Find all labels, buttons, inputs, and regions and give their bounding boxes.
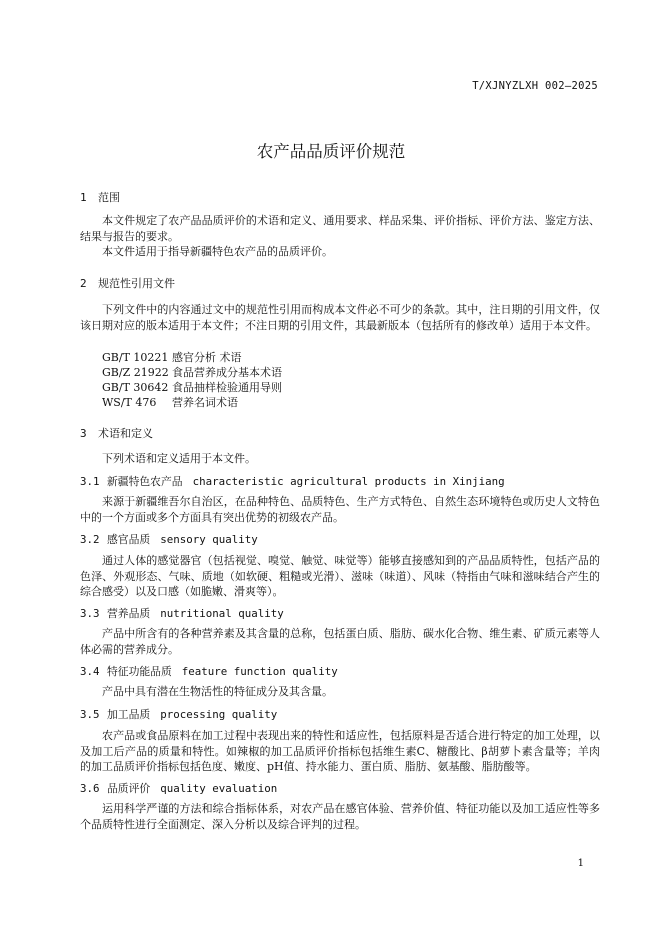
term-en: quality evaluation (160, 782, 278, 795)
term-en: processing quality (160, 708, 278, 721)
section-title: 术语和定义 (98, 427, 153, 440)
paragraph-scope-2: 本文件适用于指导新疆特色农产品的品质评价。 (102, 245, 333, 258)
section-heading-terms (80, 425, 153, 441)
term-en: nutritional quality (160, 607, 284, 620)
section-number: 1 (80, 191, 87, 204)
section-heading-scope (80, 189, 120, 205)
term-en: sensory quality (160, 533, 258, 546)
term-definition: 产品中所含有的各种营养素及其含量的总称，包括蛋白质、脂肪、碳水化合物、维生素、矿质元素等人体必需的营养成分。 (80, 627, 600, 656)
section-title: 规范性引用文件 (98, 277, 175, 290)
paragraph-normative-1: 下列文件中的内容通过文中的规范性引用而构成本文件必不可少的条款。其中，注日期的引用文件，仅该日期对应的版本适用于本文件；不注日期的引用文件，其最新版本（包括所有的修改单）适用于本文件。 (80, 303, 600, 332)
term-cn: 感官品质 (107, 533, 151, 546)
term-number: 3.5 (80, 708, 100, 721)
term-definition: 运用科学严谨的方法和综合指标体系，对农产品在感官体验、营养价值、特征功能以及加工适应性等多个品质特性进行全面测定、深入分析以及综合评判的过程。 (80, 802, 600, 831)
term-definition: 来源于新疆维吾尔自治区，在品种特色、品质特色、生产方式特色、自然生态环境特色或历史人文特色中的一个方面或多个方面具有突出优势的初级农产品。 (80, 495, 600, 524)
term-number: 3.1 (80, 475, 100, 488)
term-heading (80, 606, 284, 621)
reference-item (102, 349, 242, 365)
document-title: 农产品品质评价规范 (256, 142, 406, 161)
reference-name: 营养名词术语 (172, 396, 238, 409)
term-cn: 加工品质 (107, 708, 151, 721)
reference-item (102, 379, 282, 395)
paragraph-scope-1: 本文件规定了农产品品质评价的术语和定义、通用要求、样品采集、评价指标、评价方法、鉴定方法、结果与报告的要求。 (80, 214, 600, 243)
reference-code: WS/T 476 (102, 396, 157, 409)
term-heading (80, 664, 338, 679)
term-cn: 品质评价 (107, 782, 151, 795)
document-code: T/XJNYZLXH 002—2025 (472, 80, 598, 92)
term-heading (80, 781, 277, 796)
term-definition: 通过人体的感觉器官（包括视觉、嗅觉、触觉、味觉等）能够直接感知到的产品品质特性，包括产品的色泽、外观形态、气味、质地（如软硬、粗糙或光滑）、滋味（味道）、风味（特指由气味和滋味结合产生的综合感受）以及口感（如脆嫩、滑爽等）。 (80, 554, 600, 599)
section-heading-normative (80, 275, 175, 291)
reference-name: 食品营养成分基本术语 (172, 366, 282, 379)
term-number: 3.2 (80, 533, 100, 546)
section-number: 3 (80, 427, 87, 440)
term-en: characteristic agricultural products in Xinjiang (192, 475, 505, 488)
section-number: 2 (80, 277, 87, 290)
reference-item (102, 394, 238, 410)
term-heading (80, 707, 277, 722)
reference-name: 食品抽样检验通用导则 (172, 381, 282, 394)
reference-code: GB/T 10221 (102, 351, 169, 364)
reference-item (102, 364, 282, 380)
term-heading (80, 532, 258, 547)
reference-name: 感官分析 术语 (172, 351, 242, 364)
term-number: 3.3 (80, 607, 100, 620)
term-heading (80, 474, 505, 489)
reference-code: GB/T 30642 (102, 381, 169, 394)
paragraph-terms-intro: 下列术语和定义适用于本文件。 (102, 452, 256, 465)
section-title: 范围 (98, 191, 120, 204)
page-number: 1 (577, 858, 584, 869)
reference-code: GB/Z 21922 (102, 366, 169, 379)
term-definition: 农产品或食品原料在加工过程中表现出来的特性和适应性，包括原料是否适合进行特定的加工处理，以及加工后产品的质量和特性。如辣椒的加工品质评价指标包括维生素C、糖酸比、β胡萝卜素含量等；羊肉的加工品质评价指标包括色度、嫩度、pH值、持水能力、蛋白质、脂肪、氨基酸、脂肪酸等。 (80, 729, 600, 774)
term-cn: 新疆特色农产品 (107, 475, 183, 488)
term-number: 3.4 (80, 665, 100, 678)
term-cn: 特征功能品质 (107, 665, 172, 678)
term-number: 3.6 (80, 782, 100, 795)
term-cn: 营养品质 (107, 607, 151, 620)
term-definition: 产品中具有潜在生物活性的特征成分及其含量。 (102, 685, 333, 698)
term-en: feature function quality (181, 665, 338, 678)
